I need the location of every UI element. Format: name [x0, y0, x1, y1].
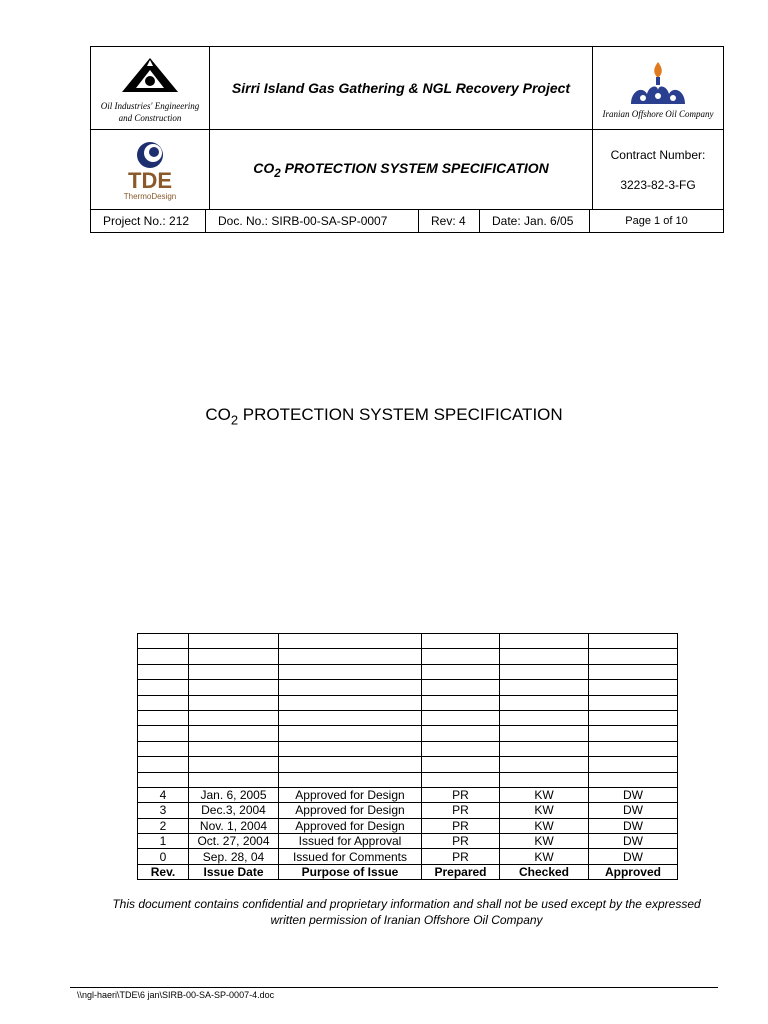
revision-header-cell: Rev. [138, 864, 189, 879]
revision-cell: PR [422, 834, 500, 849]
oiec-caption-line2: and Construction [118, 113, 182, 123]
revision-empty-row [138, 634, 678, 649]
revision-empty-cell [279, 664, 422, 679]
revision-empty-cell [189, 634, 279, 649]
tde-logo-icon [133, 140, 167, 170]
page-number: Page 1 of 10 [590, 210, 724, 233]
revision-empty-cell [500, 726, 589, 741]
nioc-logo-icon [623, 60, 693, 106]
document-number: Doc. No.: SIRB-00-SA-SP-0007 [206, 210, 419, 233]
revision-empty-cell [279, 649, 422, 664]
revision-empty-cell [589, 680, 678, 695]
revision-number: Rev: 4 [419, 210, 480, 233]
revision-empty-row [138, 695, 678, 710]
document-date: Date: Jan. 6/05 [480, 210, 590, 233]
revision-empty-row [138, 649, 678, 664]
revision-empty-cell [500, 772, 589, 787]
contract-label: Contract Number: [610, 147, 706, 162]
revision-empty-cell [138, 649, 189, 664]
revision-empty-cell [422, 634, 500, 649]
revision-cell: DW [589, 818, 678, 833]
revision-empty-cell [189, 695, 279, 710]
revision-empty-cell [589, 695, 678, 710]
revision-empty-cell [589, 741, 678, 756]
revision-empty-cell [589, 634, 678, 649]
confidentiality-notice [90, 896, 723, 928]
revision-empty-cell [138, 710, 189, 725]
revision-row [138, 803, 678, 818]
revision-cell: 0 [138, 849, 189, 864]
revision-empty-cell [189, 649, 279, 664]
document-meta-row [90, 209, 724, 233]
revision-empty-cell [138, 695, 189, 710]
revision-empty-cell [138, 772, 189, 787]
revision-empty-cell [138, 664, 189, 679]
revision-empty-row [138, 772, 678, 787]
revision-cell: Approved for Design [279, 818, 422, 833]
footer-divider [70, 987, 718, 988]
revision-header-row [138, 864, 678, 879]
revision-empty-cell [422, 726, 500, 741]
revision-empty-cell [422, 710, 500, 725]
revision-cell: DW [589, 834, 678, 849]
revision-empty-cell [279, 634, 422, 649]
contract-cell [593, 130, 724, 210]
revision-empty-row [138, 741, 678, 756]
revision-empty-cell [500, 649, 589, 664]
revision-empty-cell [422, 741, 500, 756]
revision-empty-cell [138, 741, 189, 756]
revision-table [137, 633, 678, 880]
disclaimer-line2: written permission of Iranian Offshore Oil Company [270, 913, 543, 927]
revision-empty-cell [422, 649, 500, 664]
revision-cell: DW [589, 787, 678, 802]
revision-empty-cell [279, 726, 422, 741]
revision-empty-cell [138, 634, 189, 649]
revision-empty-cell [189, 726, 279, 741]
revision-header-cell: Issue Date [189, 864, 279, 879]
revision-empty-cell [189, 710, 279, 725]
oiec-logo-cell [91, 47, 210, 130]
revision-header-cell: Purpose of Issue [279, 864, 422, 879]
revision-cell: Issued for Comments [279, 849, 422, 864]
revision-empty-cell [500, 664, 589, 679]
revision-cell: KW [500, 787, 589, 802]
revision-row [138, 834, 678, 849]
revision-cell: KW [500, 849, 589, 864]
revision-cell: PR [422, 818, 500, 833]
revision-empty-cell [589, 772, 678, 787]
revision-empty-cell [500, 757, 589, 772]
nioc-logo-cell [593, 47, 724, 130]
revision-empty-cell [422, 695, 500, 710]
footer-file-path: \\ngl-haeri\TDE\6 jan\SIRB-00-SA-SP-0007-4.doc [77, 990, 275, 1000]
tde-logo-cell [91, 130, 210, 210]
revision-cell: Oct. 27, 2004 [189, 834, 279, 849]
revision-cell: KW [500, 834, 589, 849]
revision-empty-cell [189, 680, 279, 695]
revision-empty-cell [189, 741, 279, 756]
revision-cell: Nov. 1, 2004 [189, 818, 279, 833]
revision-row [138, 787, 678, 802]
revision-header-cell: Checked [500, 864, 589, 879]
revision-cell: Dec.3, 2004 [189, 803, 279, 818]
oiec-logo-icon [120, 56, 180, 96]
revision-empty-cell [279, 710, 422, 725]
revision-cell: Jan. 6, 2005 [189, 787, 279, 802]
revision-cell: 4 [138, 787, 189, 802]
revision-header-cell: Prepared [422, 864, 500, 879]
revision-empty-row [138, 726, 678, 741]
revision-empty-cell [138, 757, 189, 772]
revision-cell: 3 [138, 803, 189, 818]
revision-cell: 1 [138, 834, 189, 849]
revision-cell: PR [422, 787, 500, 802]
revision-empty-cell [589, 649, 678, 664]
revision-header-cell: Approved [589, 864, 678, 879]
revision-empty-row [138, 710, 678, 725]
revision-empty-cell [189, 772, 279, 787]
revision-empty-cell [589, 710, 678, 725]
revision-empty-cell [279, 757, 422, 772]
document-header [90, 46, 724, 210]
contract-number: 3223-82-3-FG [620, 177, 696, 192]
revision-cell: KW [500, 803, 589, 818]
revision-empty-cell [279, 680, 422, 695]
revision-cell: Approved for Design [279, 803, 422, 818]
spec-title: $CO_2$ PROTECTION SYSTEM SPECIFICATION [210, 130, 593, 210]
revision-empty-cell [138, 726, 189, 741]
project-title: Sirri Island Gas Gathering & NGL Recovery Project [210, 47, 593, 130]
revision-empty-cell [500, 634, 589, 649]
revision-cell: KW [500, 818, 589, 833]
revision-empty-cell [279, 772, 422, 787]
revision-empty-row [138, 757, 678, 772]
revision-row [138, 849, 678, 864]
revision-empty-row [138, 680, 678, 695]
revision-empty-cell [422, 757, 500, 772]
revision-empty-row [138, 664, 678, 679]
revision-empty-cell [500, 741, 589, 756]
revision-row [138, 818, 678, 833]
revision-empty-cell [500, 695, 589, 710]
revision-cell: Sep. 28, 04 [189, 849, 279, 864]
revision-empty-cell [589, 726, 678, 741]
revision-empty-cell [189, 757, 279, 772]
revision-empty-cell [589, 757, 678, 772]
revision-cell: 2 [138, 818, 189, 833]
oiec-caption-line1: Oil Industries' Engineering [100, 101, 200, 111]
disclaimer-line1: This document contains confidential and proprietary information and shall not be used except by the expressed [112, 897, 701, 911]
revision-empty-cell [422, 680, 500, 695]
revision-empty-cell [279, 695, 422, 710]
revision-cell: DW [589, 849, 678, 864]
revision-empty-cell [279, 741, 422, 756]
nioc-caption: Iranian Offshore Oil Company [602, 109, 714, 119]
revision-empty-cell [500, 710, 589, 725]
revision-cell: PR [422, 803, 500, 818]
revision-empty-cell [189, 664, 279, 679]
revision-empty-cell [589, 664, 678, 679]
revision-empty-cell [138, 680, 189, 695]
project-number: Project No.: 212 [91, 210, 206, 233]
tde-logo-subtext: ThermoDesign [123, 192, 177, 201]
revision-cell: Approved for Design [279, 787, 422, 802]
main-title: $CO_2$ PROTECTION SYSTEM SPECIFICATION [205, 405, 563, 428]
revision-empty-cell [422, 772, 500, 787]
tde-logo-text: TDE [128, 168, 172, 193]
revision-empty-cell [422, 664, 500, 679]
revision-empty-cell [500, 680, 589, 695]
revision-cell: Issued for Approval [279, 834, 422, 849]
revision-cell: PR [422, 849, 500, 864]
revision-cell: DW [589, 803, 678, 818]
